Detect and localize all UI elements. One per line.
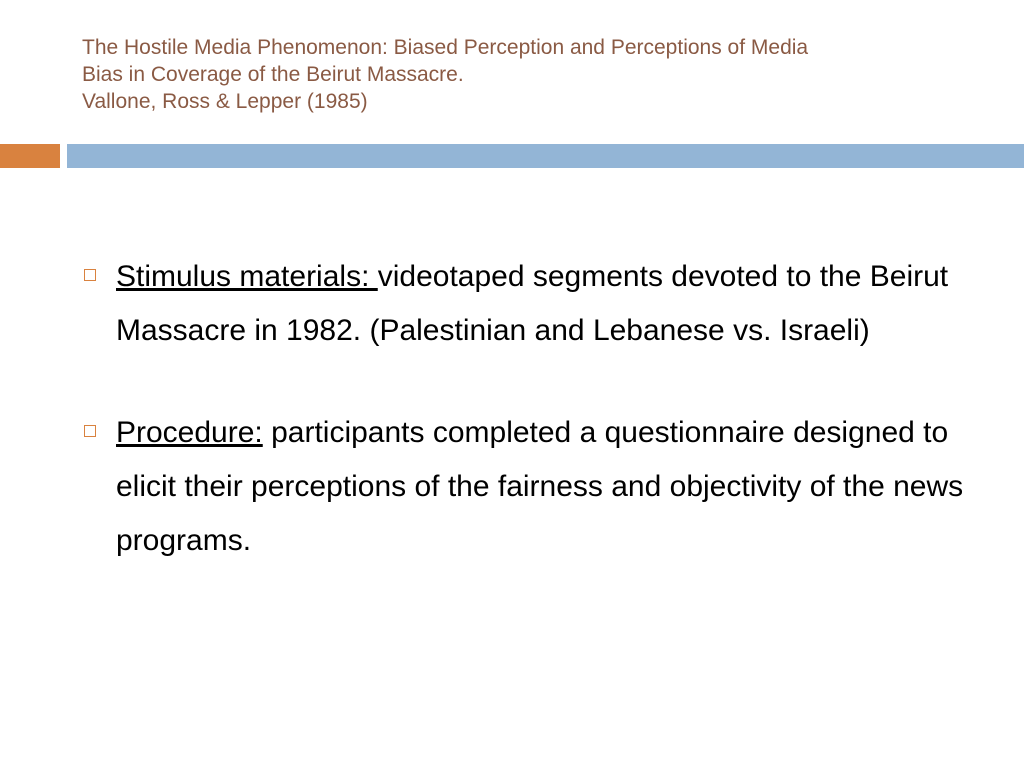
title-accent-bar-orange (0, 144, 60, 168)
bullet-item-stimulus (80, 250, 1000, 358)
title-accent-bar-blue (67, 144, 1024, 168)
square-bullet-icon (84, 425, 96, 437)
title-line-3: Vallone, Ross & Lepper (1985) (82, 90, 368, 113)
bullet-term: Stimulus materials: (116, 260, 378, 293)
bullet-term: Procedure: (116, 416, 263, 449)
bullet-list (80, 250, 1000, 616)
square-bullet-icon (84, 269, 96, 281)
bullet-text: participants completed a questionnaire designed to elicit their perceptions of the fairness and objectivity of the news programs. (116, 416, 964, 557)
slide-title (82, 34, 982, 115)
bullet-text: videotaped segments devoted to the Beirut Massacre in 1982. (Palestinian and Lebanese vs. Israeli) (116, 260, 949, 347)
title-line-2: Bias in Coverage of the Beirut Massacre. (82, 63, 464, 86)
bullet-item-procedure (80, 406, 1000, 568)
title-line-1: The Hostile Media Phenomenon: Biased Perception and Perceptions of Media (82, 36, 809, 59)
